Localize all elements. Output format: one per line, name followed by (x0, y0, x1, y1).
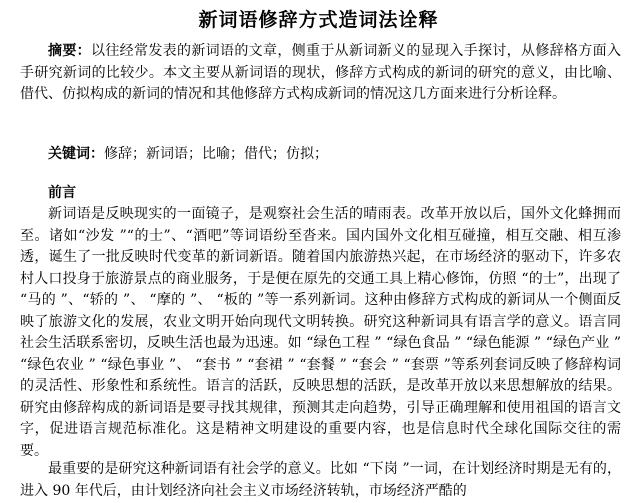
abstract-text: 以往经常发表的新词语的文章，侧重于从新词新义的显现入手探讨，从修辞格方面入手研究新词的比较少。本文主要从新词语的现状，修辞方式构成的新词的研究的意义，由比喻、借代、仿拟构成的新词的情况和其他修辞方式构成新词的情况这几方面来进行分析诠释。 (20, 43, 621, 102)
body-paragraph-2: 最重要的是研究这种新词语有社会学的意义。比如 “下岗 ”一词，在计划经济时期是无有的，进入 90 年代后，由计划经济向社会主义市场经济转轨，市场经济严酷的 (20, 461, 621, 499)
body-paragraph-1: 新词语是反映现实的一面镜子，是观察社会生活的晴雨表。改革开放以后，国外文化蜂拥而至。诸如“沙发 ”“的士”、“酒吧”等词语纷至沓来。国内国外文化相互碰撞，相互交融、相互渗透，诞生了一批反映时代变革的新词新语。随着国内旅游热兴起，在市场经济的驱动下，许多农村人口投身于旅游景点的商业服务，于是便在原先的交通工具上精心修饰，仿照 “的士”，出现了 “马的 ”、“轿的 ”、 “摩的 ”、 “板的 ”等一系列新词。这种由修辞方式构成的新词从一个侧面反映了旅游文化的发展，农业文明开始向现代文明转换。研究这种新词具有语言学的意义。语言同社会生活联系密切，反映生活也最为迅速。如 “绿色工程 ” “绿色食品 ” “绿色能源 ” “绿色产业 ” “绿色农业 ” “绿色事业 ”、 “套书 ” “套裙 ” “套餐 ” “套会 ” “套票 ”等系列套词反映了修辞构词的灵活性、形象性和系统性。语言的活跃，反映思想的活跃，是改革开放以来思想解放的结果。研究由修辞构成的新词语是要寻找其规律，预测其走向趋势，引导正确理解和使用祖国的语言文字，促进语言规范标准化。这是精神文明建设的重要内容，也是信息时代全球化国际交往的需要。 (20, 206, 621, 459)
keywords-paragraph (20, 144, 621, 166)
keywords-text: 修辞；新词语；比喻；借代；仿拟； (104, 146, 328, 162)
abstract-paragraph (20, 41, 621, 106)
section-heading-preface: 前言 (48, 185, 76, 201)
document-title: 新词语修辞方式造词法诠释 (198, 9, 439, 31)
abstract-label: 摘要： (48, 43, 91, 59)
keywords-label: 关键词： (48, 146, 104, 162)
